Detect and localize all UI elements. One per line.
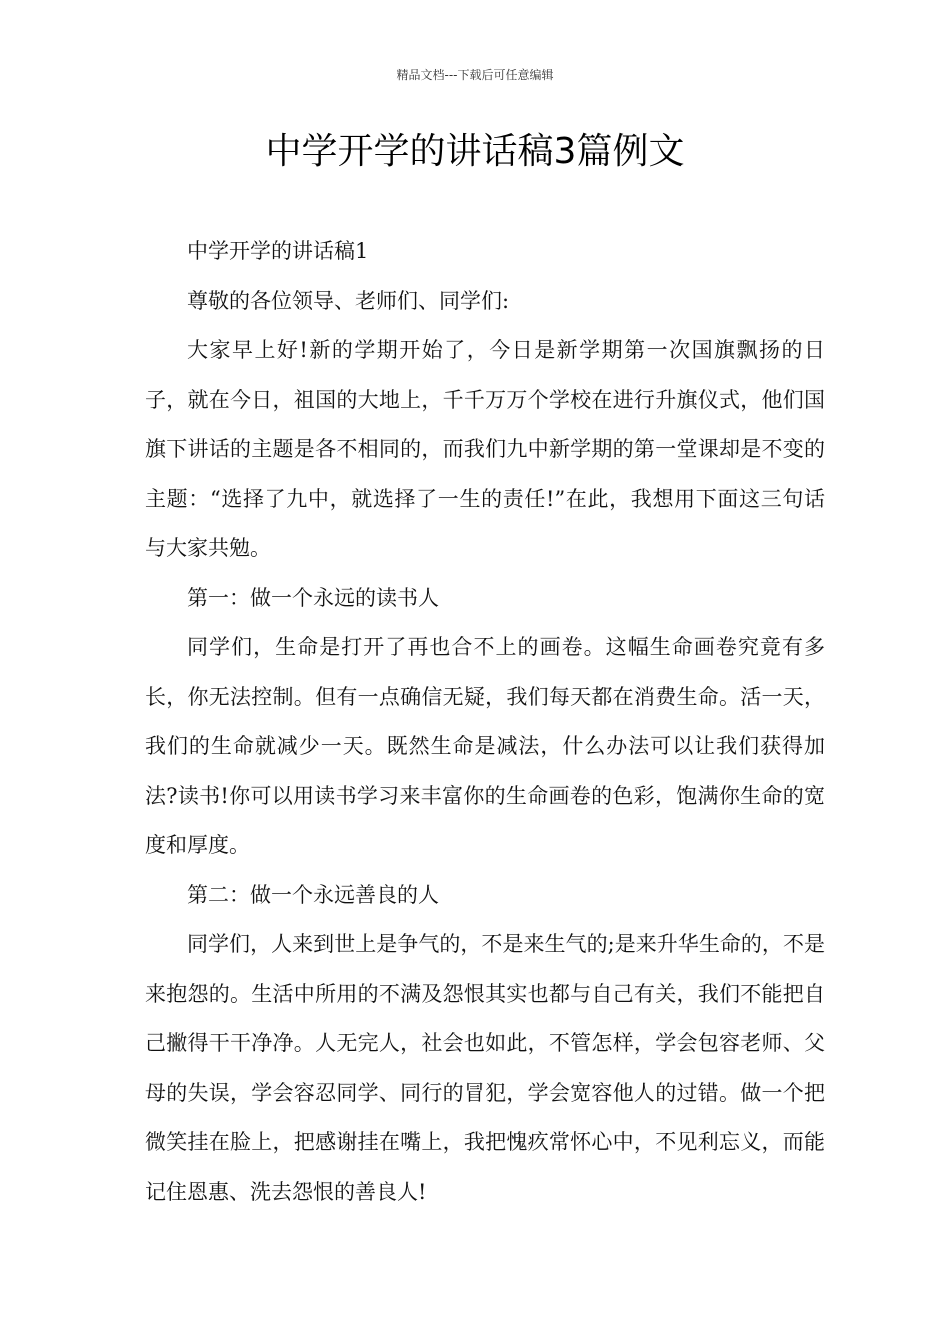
document-body [145, 227, 825, 1217]
subtitle-paragraph: 中学开学的讲话稿1 [187, 239, 369, 263]
document-title: 中学开学的讲话稿3篇例文 [265, 131, 685, 172]
salutation-paragraph: 尊敬的各位领导、老师们、同学们: [187, 288, 510, 313]
section-heading-1: 第一：做一个永远的读书人 [187, 585, 439, 610]
body-paragraph: 大家早上好!新的学期开始了，今日是新学期第一次国旗飘扬的日子，就在今日，祖国的大地上，千千万万个学校在进行升旗仪式，他们国旗下讲话的主题是各不相同的，而我们九中新学期的第一堂课却是不变的主题：“选择了九中，就选择了一生的责任!”在此，我想用下面这三句话与大家共勉。 [145, 338, 825, 560]
header-note: 精品文档---下载后可任意编辑 [396, 68, 554, 82]
body-paragraph: 同学们，生命是打开了再也合不上的画卷。这幅生命画卷究竟有多长，你无法控制。但有一点确信无疑，我们每天都在消费生命。活一天，我们的生命就减少一天。既然生命是减法，什么办法可以让我们获得加法?读书!你可以用读书学习来丰富你的生命画卷的色彩，饱满你生命的宽度和厚度。 [145, 635, 825, 857]
body-paragraph: 同学们，人来到世上是争气的，不是来生气的;是来升华生命的，不是来抱怨的。生活中所用的不满及怨恨其实也都与自己有关，我们不能把自己撇得干干净净。人无完人，社会也如此，不管怎样，学会包容老师、父母的失误，学会容忍同学、同行的冒犯，学会宽容他人的过错。做一个把微笑挂在脸上，把感谢挂在嘴上，我把愧疚常怀心中，不见利忘义，而能记住恩惠、洗去怨恨的善良人! [145, 932, 825, 1204]
section-heading-2: 第二：做一个永远善良的人 [187, 882, 439, 907]
